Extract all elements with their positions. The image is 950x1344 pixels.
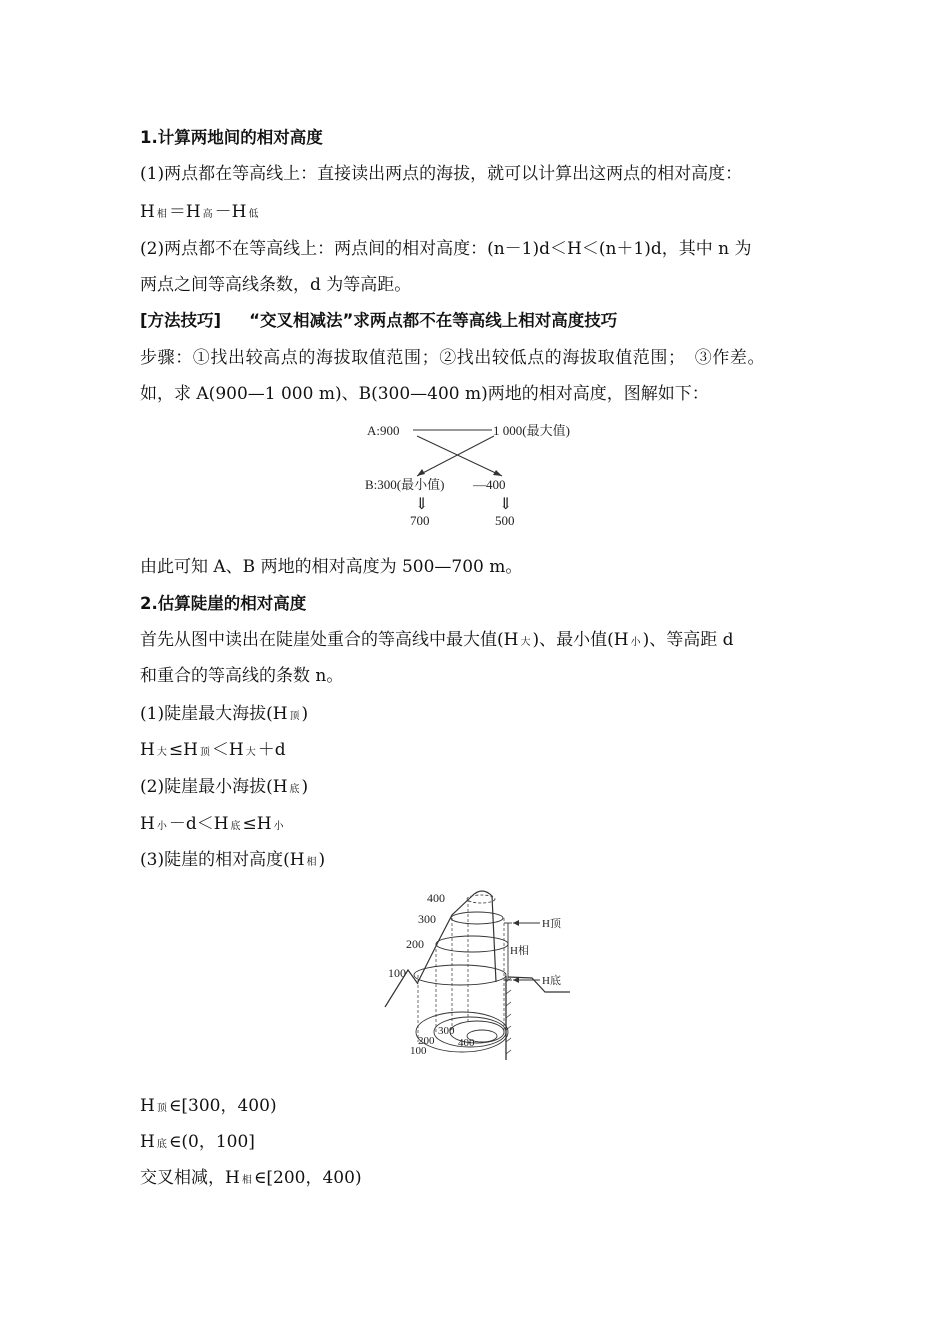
paragraph-2-line2: 两点之间等高线条数，d 为等高距。 xyxy=(140,275,412,295)
result-h-ding: H顶 ∈[300，400) xyxy=(140,1096,277,1116)
cliff-diagram xyxy=(380,882,580,1067)
label-h-di: H底 xyxy=(542,975,561,987)
contour-label-200: 200 xyxy=(406,937,424,951)
diagram-a-max: 1 000(最大值) xyxy=(493,423,570,438)
conclusion-text: 由此可知 A、B 两地的相对高度为 500—700 m。 xyxy=(140,557,523,577)
method-tag: [方法技巧] xyxy=(140,311,222,330)
contour-label-300: 300 xyxy=(418,912,436,926)
cliff-hatch xyxy=(506,1038,511,1042)
paragraph-2-line1: (2)两点都不在等高线上：两点间的相对高度：(n－1)d＜H＜(n＋1)d，其中 n 为 xyxy=(140,239,752,259)
section1-title: 1.计算两地间的相对高度 xyxy=(140,128,323,147)
result-h-di: H底 ∈(0，100] xyxy=(140,1132,255,1152)
formula-max: H大 ≤H 顶 ＜H 大 ＋d xyxy=(140,740,286,760)
diagram-b-400: —400 xyxy=(473,477,506,492)
paragraph-1: (1)两点都在等高线上：直接读出两点的海拔，就可以计算出这两点的相对高度： xyxy=(140,164,743,184)
intro-line2: 和重合的等高线的条数 n。 xyxy=(140,666,344,686)
cliff-hatch xyxy=(506,990,511,994)
contour-label-400: 400 xyxy=(427,891,445,905)
diagram-arrowhead-2 xyxy=(417,469,425,476)
example-text: 如，求 A(900—1 000 m)、B(300—400 m)两地的相对高度，图解如下： xyxy=(140,384,709,404)
contour-ring-100 xyxy=(414,965,506,985)
label-h-ding: H顶 xyxy=(542,918,561,930)
diagram-cross-line-2 xyxy=(417,436,494,476)
intro-line1: 首先从图中读出在陡崖处重合的等高线中最大值(H 大 )、最小值(H 小 )、等高距 d xyxy=(140,630,734,650)
item1-max-altitude: (1)陡崖最大海拔(H 顶 ) xyxy=(140,704,309,724)
formula-min: H小 －d＜H 底 ≤H 小 xyxy=(140,814,284,834)
down-arrow-icon: ⇓ xyxy=(499,496,513,513)
diagram-result-700: 700 xyxy=(410,513,430,528)
item3-relative-height: (3)陡崖的相对高度(H 相 ) xyxy=(140,850,326,870)
diagram-result-500: 500 xyxy=(495,513,515,528)
label-h-xiang: H相 xyxy=(510,945,529,957)
diagram-b-label: B:300(最小值) xyxy=(365,477,445,492)
arrow-left-icon xyxy=(513,920,519,926)
map-label-300: 300 xyxy=(438,1025,455,1037)
contour-ring-400 xyxy=(467,895,495,903)
map-label-200: 200 xyxy=(418,1035,435,1047)
contour-ring-200 xyxy=(436,936,508,952)
contour-ring-300 xyxy=(451,912,503,924)
item2-min-altitude: (2)陡崖最小海拔(H 底 ) xyxy=(140,777,309,797)
section2-title: 2.估算陡崖的相对高度 xyxy=(140,594,307,613)
steps-text: 步骤：①找出较高点的海拔取值范围；②找出较低点的海拔取值范围； ③作差。 xyxy=(140,348,766,368)
contour-label-100: 100 xyxy=(388,966,406,980)
method-heading xyxy=(140,309,617,333)
map-label-100: 100 xyxy=(410,1045,427,1057)
result-h-xiang: 交叉相减，H 相 ∈[200，400) xyxy=(140,1168,362,1188)
cliff-hatch xyxy=(506,1002,511,1006)
cliff-hatch xyxy=(506,1050,511,1054)
diagram-cross-line-1 xyxy=(417,436,502,476)
diagram-a-label: A:900 xyxy=(367,423,400,438)
map-label-400: 400 xyxy=(458,1037,475,1049)
formula-relative-height: H相 ＝H 高 －H 低 xyxy=(140,202,259,222)
down-arrow-icon: ⇓ xyxy=(415,496,429,513)
cliff-hatch xyxy=(506,1014,511,1018)
diagram-arrowhead-1 xyxy=(493,470,502,476)
method-title: “交叉相减法”求两点都不在等高线上相对高度技巧 xyxy=(249,311,618,330)
cross-subtraction-diagram xyxy=(355,418,595,536)
